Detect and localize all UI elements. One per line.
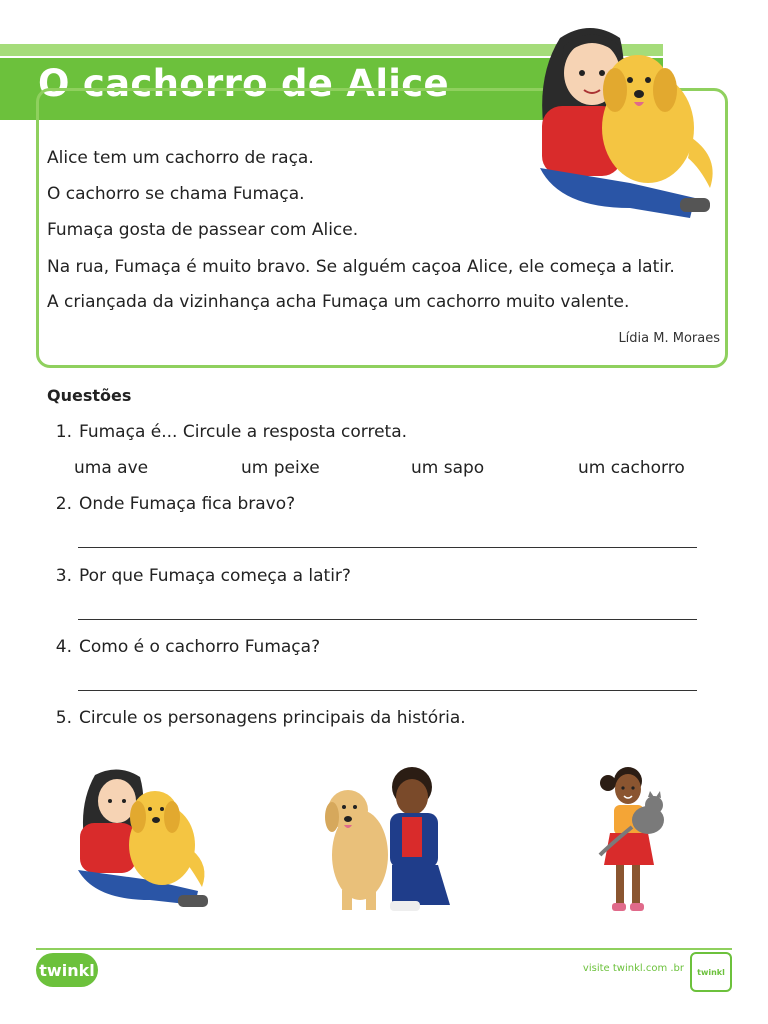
question-number: 5. bbox=[55, 708, 72, 728]
option-cachorro[interactable]: um cachorro bbox=[578, 458, 685, 478]
answer-line[interactable] bbox=[78, 619, 697, 620]
twinkl-logo: twinkl bbox=[36, 953, 98, 987]
quality-badge-icon: twinkl bbox=[690, 952, 732, 992]
footer-divider bbox=[36, 948, 732, 950]
option-ave[interactable]: uma ave bbox=[74, 458, 149, 478]
question-text: Circule os personagens principais da história. bbox=[79, 708, 466, 728]
question-text: Onde Fumaça fica bravo? bbox=[79, 494, 296, 514]
character-boy-with-dog[interactable] bbox=[320, 765, 460, 915]
answer-line[interactable] bbox=[78, 690, 697, 691]
story-line: O cachorro se chama Fumaça. bbox=[47, 184, 305, 204]
question-number: 1. bbox=[55, 422, 72, 442]
girl-with-dog-illustration bbox=[520, 18, 725, 233]
question-number: 2. bbox=[55, 494, 72, 514]
character-girl-with-dog[interactable] bbox=[70, 765, 220, 915]
visit-link[interactable]: visite twinkl.com .br bbox=[582, 963, 684, 974]
question-text: Por que Fumaça começa a latir? bbox=[79, 566, 351, 586]
story-line: Alice tem um cachorro de raça. bbox=[47, 148, 314, 168]
answer-line[interactable] bbox=[78, 547, 697, 548]
question-number: 4. bbox=[55, 637, 72, 657]
option-peixe[interactable]: um peixe bbox=[241, 458, 320, 478]
story-author: Lídia M. Moraes bbox=[618, 331, 720, 346]
question-text: Fumaça é... Circule a resposta correta. bbox=[79, 422, 408, 442]
question-number: 3. bbox=[55, 566, 72, 586]
option-sapo[interactable]: um sapo bbox=[411, 458, 485, 478]
character-girl-with-cat[interactable] bbox=[590, 765, 680, 917]
questions-heading: Questões bbox=[47, 386, 132, 405]
page-title: O cachorro de Alice bbox=[38, 62, 449, 105]
story-line: Na rua, Fumaça é muito bravo. Se alguém caçoa Alice, ele começa a latir. bbox=[47, 257, 675, 277]
question-text: Como é o cachorro Fumaça? bbox=[79, 637, 321, 657]
story-line: A criançada da vizinhança acha Fumaça um cachorro muito valente. bbox=[47, 292, 630, 312]
story-line: Fumaça gosta de passear com Alice. bbox=[47, 220, 359, 240]
